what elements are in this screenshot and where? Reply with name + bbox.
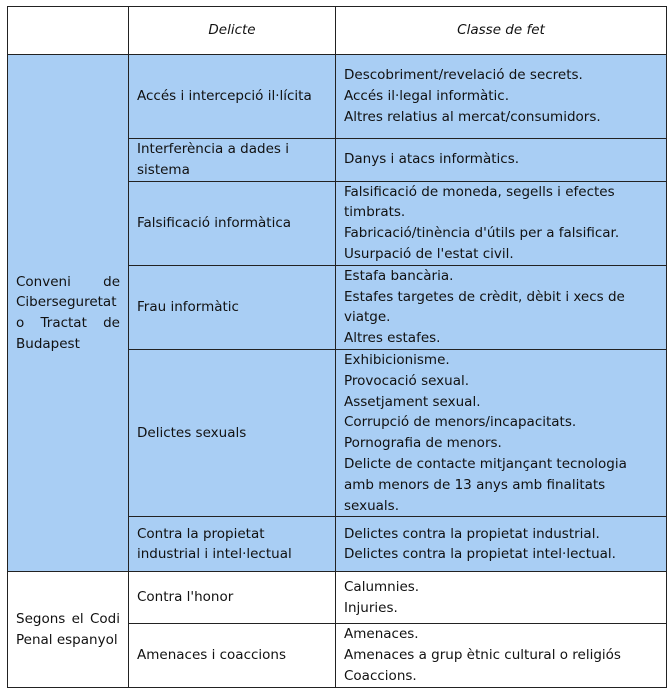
classe-de-fet-cell — [336, 517, 667, 572]
delicte-cell: Frau informàtic — [129, 265, 336, 349]
classe-de-fet-item: Falsificació de moneda, segells i efectes timbrats. — [344, 183, 615, 221]
classe-de-fet-item: Amenaces. — [344, 626, 419, 643]
classe-de-fet-cell — [336, 572, 667, 624]
delicte-cell: Contra l'honor — [129, 572, 336, 624]
header-empty-cell — [8, 7, 129, 55]
classe-de-fet-item: Altres estafes. — [344, 330, 441, 347]
classe-de-fet-item: Usurpació de l'estat civil. — [344, 245, 514, 262]
table-header-row — [8, 7, 667, 55]
classe-de-fet-item: Exhibicionisme. — [344, 351, 450, 368]
category-cell: Segons el Codi Penal espanyol — [8, 572, 129, 687]
classe-de-fet-item: Altres relatius al mercat/consumidors. — [344, 108, 601, 125]
classe-de-fet-item: Amenaces a grup ètnic cultural o religiós — [344, 647, 621, 664]
classe-de-fet-item: Estafa bancària. — [344, 267, 454, 284]
classe-de-fet-cell — [336, 624, 667, 687]
classe-de-fet-item: Corrupció de menors/incapacitats. — [344, 414, 577, 431]
classe-de-fet-item: Pornografia de menors. — [344, 435, 502, 452]
classe-de-fet-item: Accés il·legal informàtic. — [344, 88, 510, 105]
classe-de-fet-item: Delictes contra la propietat intel·lectual. — [344, 546, 616, 563]
classe-de-fet-item: Calumnies. — [344, 579, 420, 596]
delicte-cell: Delictes sexuals — [129, 349, 336, 516]
classe-de-fet-item: Delicte de contacte mitjançant tecnologia amb menors de 13 anys amb finalitats sexuals. — [344, 455, 627, 514]
table-row — [8, 572, 667, 624]
table-row — [8, 55, 667, 139]
classe-de-fet-cell — [336, 349, 667, 516]
offense-classification-table — [7, 6, 667, 688]
delicte-cell: Amenaces i coaccions — [129, 624, 336, 687]
classe-de-fet-item: Descobriment/revelació de secrets. — [344, 67, 583, 84]
classe-de-fet-item: Fabricació/tinència d'útils per a falsificar. — [344, 225, 620, 242]
classe-de-fet-cell — [336, 139, 667, 182]
classe-de-fet-item: Assetjament sexual. — [344, 393, 481, 410]
classe-de-fet-cell — [336, 265, 667, 349]
classe-de-fet-item: Provocació sexual. — [344, 372, 470, 389]
classe-de-fet-item: Injuries. — [344, 599, 398, 616]
delicte-cell: Interferència a dades i sistema — [129, 139, 336, 182]
classe-de-fet-item: Estafes targetes de crèdit, dèbit i xecs de viatge. — [344, 288, 625, 326]
header-classe-de-fet: Classe de fet — [336, 7, 667, 55]
delicte-cell: Accés i intercepció il·lícita — [129, 55, 336, 139]
header-delicte: Delicte — [129, 7, 336, 55]
classe-de-fet-cell — [336, 55, 667, 139]
classe-de-fet-item: Delictes contra la propietat industrial. — [344, 525, 600, 542]
category-cell: Conveni de Ciberseguretat o Tractat de Budapest — [8, 55, 129, 572]
delicte-cell: Contra la propietat industrial i intel·lectual — [129, 517, 336, 572]
delicte-cell: Falsificació informàtica — [129, 181, 336, 265]
classe-de-fet-cell — [336, 181, 667, 265]
classe-de-fet-item: Coaccions. — [344, 667, 417, 684]
classe-de-fet-item: Danys i atacs informàtics. — [344, 151, 520, 168]
